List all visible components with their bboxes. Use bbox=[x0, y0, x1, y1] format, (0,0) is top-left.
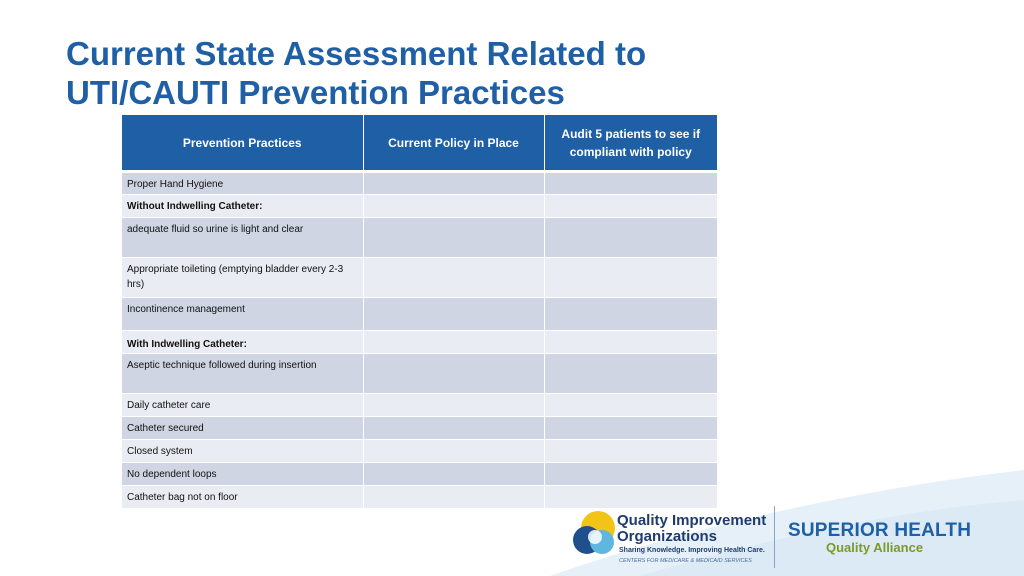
row-label: Catheter secured bbox=[122, 417, 363, 440]
header-audit-patients: Audit 5 patients to see if compliant with policy bbox=[544, 115, 717, 172]
table-row bbox=[122, 258, 717, 298]
table-row bbox=[122, 417, 717, 440]
policy-cell[interactable] bbox=[363, 394, 544, 417]
audit-cell[interactable] bbox=[544, 440, 717, 463]
table-row bbox=[122, 172, 717, 195]
table-row bbox=[122, 354, 717, 394]
qio-name-line1: Quality Improvement bbox=[617, 512, 767, 529]
audit-cell[interactable] bbox=[544, 417, 717, 440]
row-label: Incontinence management bbox=[122, 298, 363, 331]
audit-cell[interactable] bbox=[544, 354, 717, 394]
row-label: Catheter bag not on floor bbox=[122, 486, 363, 509]
header-prevention-practices: Prevention Practices bbox=[122, 115, 363, 172]
qio-logo-icon bbox=[571, 510, 617, 556]
audit-cell[interactable] bbox=[544, 298, 717, 331]
policy-cell[interactable] bbox=[363, 331, 544, 354]
slide-title-line1: Current State Assessment Related to bbox=[66, 35, 647, 72]
policy-cell[interactable] bbox=[363, 354, 544, 394]
policy-cell[interactable] bbox=[363, 298, 544, 331]
header-current-policy: Current Policy in Place bbox=[363, 115, 544, 172]
row-label: Proper Hand Hygiene bbox=[122, 172, 363, 195]
policy-cell[interactable] bbox=[363, 463, 544, 486]
table-row bbox=[122, 298, 717, 331]
policy-cell[interactable] bbox=[363, 417, 544, 440]
policy-cell[interactable] bbox=[363, 486, 544, 509]
table-header-row bbox=[122, 115, 717, 172]
policy-cell[interactable] bbox=[363, 258, 544, 298]
assessment-table bbox=[122, 115, 717, 509]
qio-cms-text: CENTERS FOR MEDICARE & MEDICAID SERVICES bbox=[619, 558, 752, 564]
policy-cell[interactable] bbox=[363, 218, 544, 258]
row-label: Daily catheter care bbox=[122, 394, 363, 417]
section-label-with-catheter: With Indwelling Catheter: bbox=[122, 331, 363, 354]
row-label: Closed system bbox=[122, 440, 363, 463]
slide-title bbox=[66, 34, 766, 112]
qio-name-line2: Organizations bbox=[617, 528, 718, 545]
audit-cell[interactable] bbox=[544, 218, 717, 258]
qio-tagline: Sharing Knowledge. Improving Health Care. bbox=[619, 547, 765, 554]
table-row bbox=[122, 331, 717, 354]
audit-cell[interactable] bbox=[544, 258, 717, 298]
audit-cell[interactable] bbox=[544, 172, 717, 195]
row-label: Appropriate toileting (emptying bladder every 2-3 hrs) bbox=[122, 258, 363, 298]
table-row bbox=[122, 218, 717, 258]
policy-cell[interactable] bbox=[363, 195, 544, 218]
logo-divider bbox=[774, 506, 775, 568]
partner-name-line2: Quality Alliance bbox=[826, 540, 924, 555]
partner-name-line1: SUPERIOR HEALTH bbox=[788, 520, 972, 541]
audit-cell[interactable] bbox=[544, 331, 717, 354]
row-label: No dependent loops bbox=[122, 463, 363, 486]
table-row bbox=[122, 440, 717, 463]
table-row bbox=[122, 195, 717, 218]
slide-title-line2: UTI/CAUTI Prevention Practices bbox=[66, 74, 565, 111]
section-label-without-catheter: Without Indwelling Catheter: bbox=[122, 195, 363, 218]
policy-cell[interactable] bbox=[363, 172, 544, 195]
audit-cell[interactable] bbox=[544, 394, 717, 417]
row-label: Aseptic technique followed during insertion bbox=[122, 354, 363, 394]
policy-cell[interactable] bbox=[363, 440, 544, 463]
table-row bbox=[122, 394, 717, 417]
footer-logos bbox=[520, 470, 1024, 576]
audit-cell[interactable] bbox=[544, 195, 717, 218]
row-label: adequate fluid so urine is light and clear bbox=[122, 218, 363, 258]
